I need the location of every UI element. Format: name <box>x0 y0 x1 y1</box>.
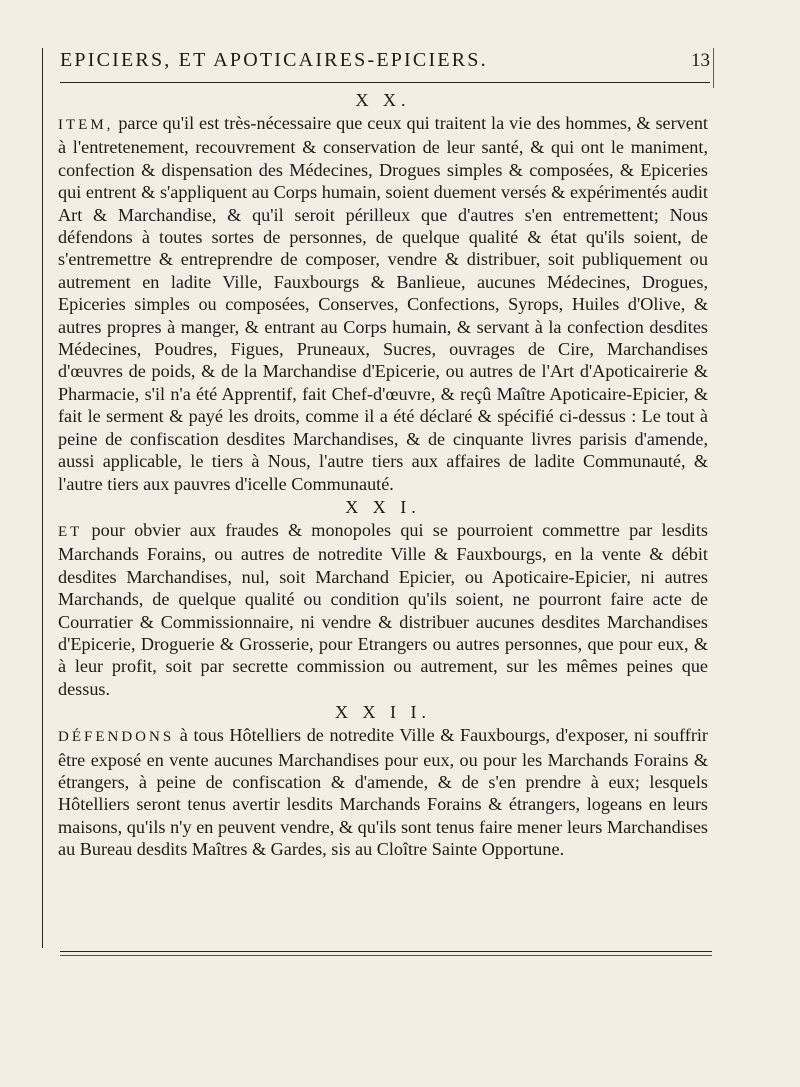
page-number: 13 <box>691 50 710 71</box>
section-21-lead: ET <box>58 523 83 540</box>
page-right-border <box>713 48 714 88</box>
header-rule <box>60 82 710 83</box>
section-22-lead: DÉFENDONS <box>58 729 175 746</box>
section-number-22: X X I I. <box>335 702 431 723</box>
running-header <box>60 49 710 77</box>
running-title: EPICIERS, ET APOTICAIRES-EPICIERS. <box>60 49 488 71</box>
section-20-text: parce qu'il est très-nécessaire que ceux qui traitent la vie des hommes, & servent à l'entretenement, recouvrement & conservation de leur santé, & qui ont le maniment, confection & dispensation des Médecines, Drogues simples & composées, & Epiceries qui entrent & s'appliquent au Corps humain, soient duement versés & expérimentés audit Art & Marchandise, & qu'il seroit périlleux que d'autres s'en entremettent; Nous défendons à toutes sortes de personnes, de quelque qualité & état qu'ils soient, de s'entremettre & entreprendre de composer, vendre & distribuer, soit publiquement ou autrement en ladite Ville, Fauxbourgs & Banlieue, aucunes Médecines, Drogues, Epiceries simples ou composées, Conserves, Confections, Syrops, Huiles d'Olive, & autres propres à manger, & entrant au Corps humain, & servant à la confection desdites Médecines, Poudres, Figues, Pruneaux, Sucres, ouvrages de Cire, Marchandises d'œuvres de poids, & de la Marchandise d'Epicerie, ou autres de l'Art d'Apoticairerie & Pharmacie, s'il n'a été Apprentif, fait Chef-d'œuvre, & reçû Maître Apoticaire-Epicier, & fait le serment & payé les droits, comme il a été déclaré & spécifié ci-dessus : Le tout à peine de confiscation desdites Marchandises, & de cinquante livres parisis d'amende, aussi applicable, le tiers à Nous, l'autre tiers aux affaires de ladite Communauté, & l'autre tiers aux pauvres d'icelle Communauté. <box>58 113 708 494</box>
footer-rule-thin <box>60 955 712 956</box>
section-21-paragraph <box>58 519 708 700</box>
page-body <box>58 88 708 861</box>
section-number-20: X X. <box>355 90 411 110</box>
section-number-21: X X I. <box>345 496 421 517</box>
section-20-paragraph <box>58 112 708 495</box>
section-20-lead: ITEM, <box>58 117 114 133</box>
section-21-text: pour obvier aux fraudes & monopoles qui se pourroient commettre par lesdits Marchands Forains, ou autres de notredite Ville & Fauxbourgs, en la vente & débit desdites Marchandises, nul, soit Marchand Epicier, ou Apoticaire-Epicier, ni autres Marchands, de quelque qualité ou condition qu'ils soient, ne pourront faire acte de Courratier & Commissionnaire, ni vendre & distribuer aucunes desdites Marchandises d'Epicerie, Droguerie & Grosserie, pour Etrangers ou autres personnes, que pour eux, & à leur profit, soit par secrette commission ou autrement, sur les mêmes peines que dessus. <box>58 519 708 699</box>
footer-rule <box>60 951 712 952</box>
section-22-paragraph <box>58 724 708 860</box>
section-22-text: à tous Hôtelliers de notredite Ville & Fauxbourgs, d'exposer, ni souffrir être exposé en vente aucunes Marchandises pour eux, ou pour les Marchands Forains & étrangers, à peine de confiscation & d'amende, & de s'en prendre à eux; lesquels Hôtelliers seront tenus avertir lesdits Marchands Forains & étrangers, logeans en leurs maisons, qu'ils n'y en peuvent vendre, & qu'ils sont tenus faire mener leurs Marchandises au Bureau desdits Maîtres & Gardes, sis au Cloître Sainte Opportune. <box>58 725 708 860</box>
page-left-border <box>42 48 43 948</box>
